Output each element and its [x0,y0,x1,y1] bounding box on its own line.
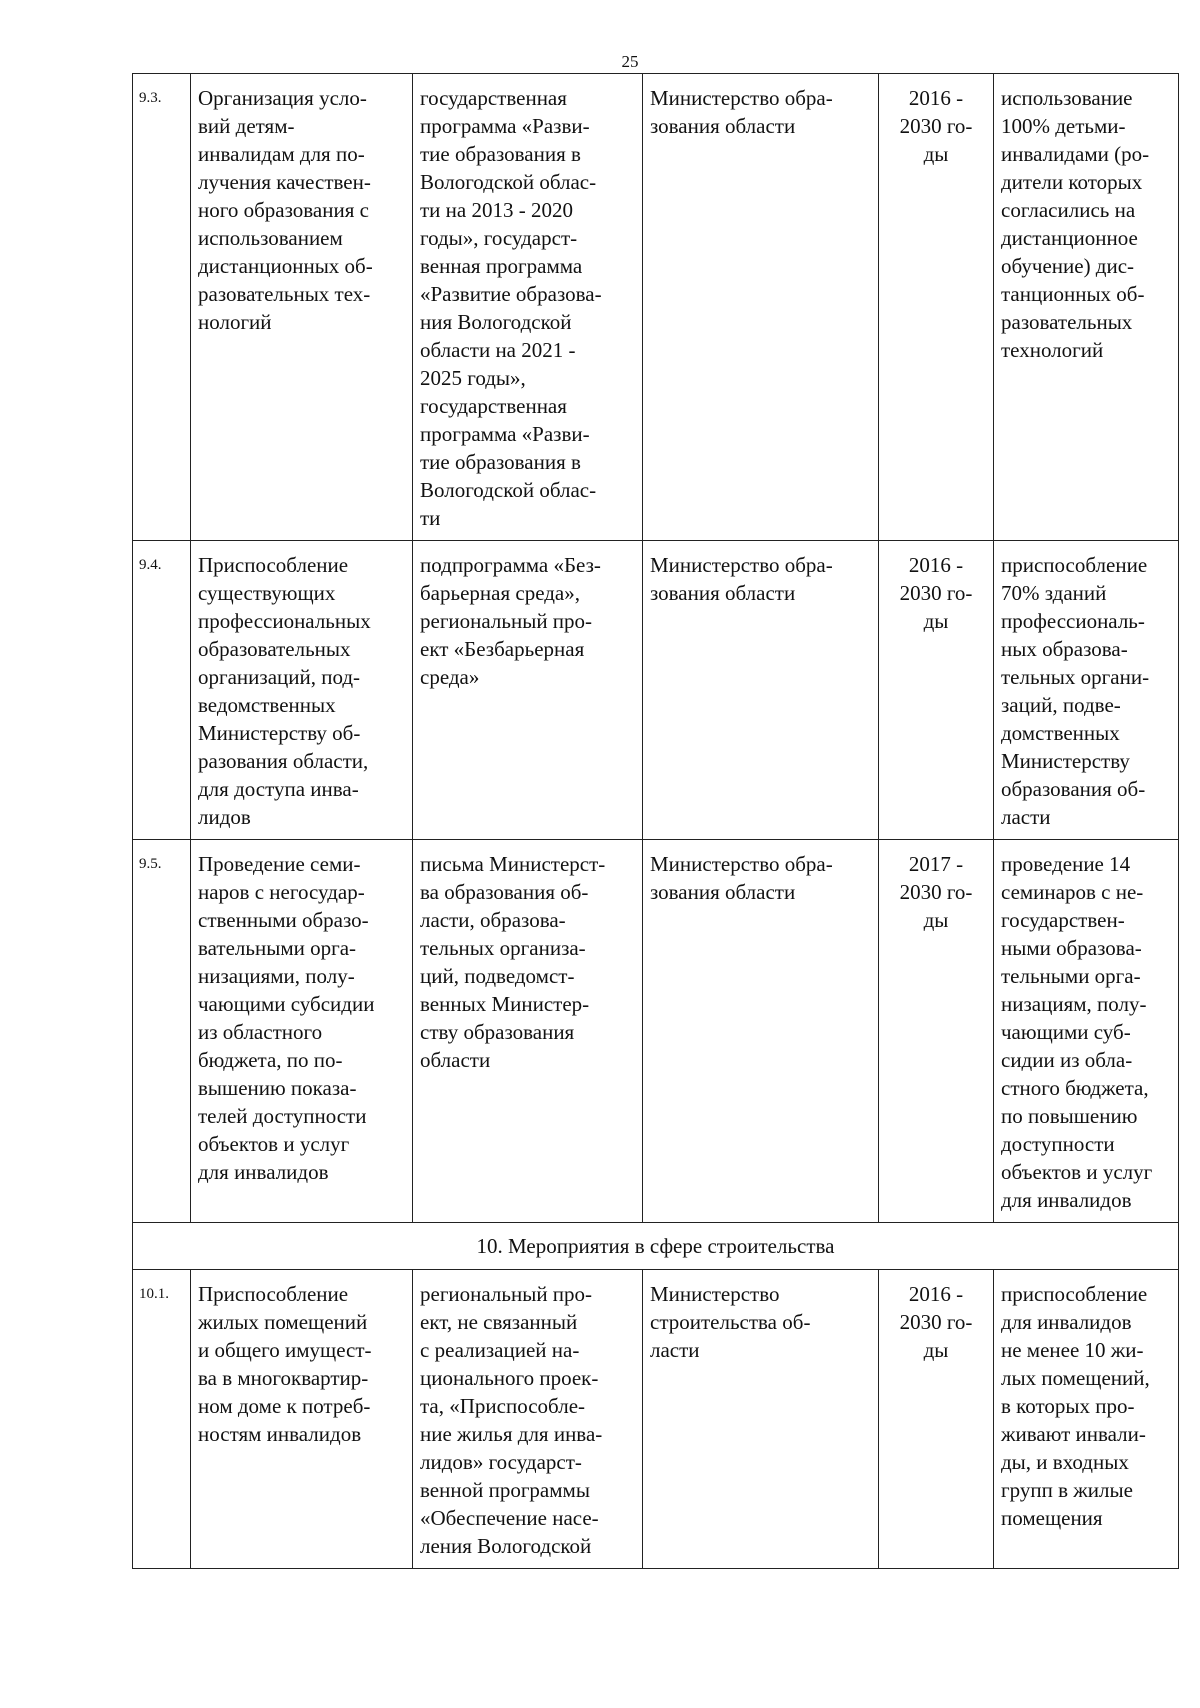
period-cell-line: 2030 го- [899,1310,973,1334]
result-cell-line: приспособление [1001,1282,1148,1306]
period-cell-line: 2016 - [908,86,964,110]
measure-cell [191,840,413,1223]
basis-cell-line: подпрограмма «Без- [420,553,601,577]
result-cell-line: не менее 10 жи- [1001,1338,1144,1362]
basis-cell-line: венная программа [420,254,583,278]
basis-cell-line: ций, подведомст- [420,964,575,988]
result-cell-line: ласти [1001,805,1051,829]
result-cell-line: обучение) дис- [1001,254,1135,278]
period-cell [879,541,994,840]
measure-cell-line: наров с негосудар- [198,880,365,904]
basis-cell-line: барьерная среда», [420,581,580,605]
executor-cell-line: Министерство [650,1282,780,1306]
basis-cell-line: тие образования в [420,142,581,166]
period-cell-line: 2030 го- [899,581,973,605]
basis-cell-line: программа «Разви- [420,422,590,446]
period-cell-line: ды [923,1338,949,1362]
basis-cell-line: региональный про- [420,1282,593,1306]
result-cell [994,74,1179,541]
period-cell-line: ды [923,609,949,633]
measure-cell-line: дистанционных об- [198,254,373,278]
basis-cell-line: 2025 годы», [420,366,526,390]
executor-cell [643,541,879,840]
measure-cell-line: Министерству об- [198,721,361,745]
result-cell-line: танционных об- [1001,282,1145,306]
result-cell [994,541,1179,840]
result-cell-line: согласились на [1001,198,1136,222]
result-cell-line: живают инвали- [1001,1422,1146,1446]
basis-cell [413,1270,643,1569]
measure-cell-line: ведомственных [198,693,336,717]
basis-cell-line: ления Вологодской [420,1534,592,1558]
measure-cell-line: образовательных [198,637,351,661]
measure-cell-line: Приспособление [198,1282,349,1306]
basis-cell-line: Вологодской облас- [420,170,597,194]
result-cell-line: технологий [1001,338,1104,362]
basis-cell-line: лидов» государст- [420,1450,582,1474]
executor-cell-line: зования области [650,581,796,605]
result-cell-line: разовательных [1001,310,1133,334]
result-cell-line: заций, подве- [1001,693,1121,717]
basis-cell-line: области на 2021 - [420,338,576,362]
result-cell-line: групп в жилые [1001,1478,1133,1502]
table-row [133,840,1179,1223]
period-cell-line: 2016 - [908,1282,964,1306]
executor-cell [643,74,879,541]
result-cell-line: образования об- [1001,777,1146,801]
executor-cell-line: ласти [650,1338,700,1362]
table-row [133,1270,1179,1569]
executor-cell-line: Министерство обра- [650,852,833,876]
result-cell-line: для инвалидов [1001,1188,1132,1212]
basis-cell-line: государственная [420,86,567,110]
executor-cell-line: зования области [650,114,796,138]
measure-cell-line: ного образования с [198,198,369,222]
result-cell-line: низациям, полу- [1001,992,1147,1016]
period-cell [879,1270,994,1569]
measure-cell-line: низациями, полу- [198,964,355,988]
result-cell-line: 100% детьми- [1001,114,1126,138]
measure-cell-line: ва в многоквартир- [198,1366,369,1390]
basis-cell-line: ние жилья для инва- [420,1422,603,1446]
basis-cell-line: ционального проек- [420,1366,599,1390]
period-cell [879,74,994,541]
result-cell-line: ных образова- [1001,637,1128,661]
result-cell-line: по повышению [1001,1104,1138,1128]
result-cell-line: домственных [1001,721,1120,745]
executor-cell-line: строительства об- [650,1310,811,1334]
measure-cell-line: телей доступности [198,1104,367,1128]
result-cell-line: дители которых [1001,170,1143,194]
measure-cell [191,74,413,541]
result-cell-line: лых помещений, [1001,1366,1150,1390]
result-cell-line: профессиональ- [1001,609,1145,633]
result-cell-line: ды, и входных [1001,1450,1129,1474]
measure-cell-line: ностям инвалидов [198,1422,362,1446]
table-body [133,74,1179,1569]
table-row [133,541,1179,840]
measure-cell-line: нологий [198,310,272,334]
result-cell-line: государствен- [1001,908,1125,932]
basis-cell-line: программа «Разви- [420,114,590,138]
period-cell-line: 2016 - [908,553,964,577]
basis-cell [413,541,643,840]
measure-cell-line: для доступа инва- [198,777,359,801]
result-cell-line: тельными орга- [1001,964,1141,988]
measure-cell [191,1270,413,1569]
measure-cell-line: вышению показа- [198,1076,357,1100]
measure-cell-line: Организация усло- [198,86,367,110]
measure-cell-line: для инвалидов [198,1160,329,1184]
measure-cell-line: лидов [198,805,251,829]
result-cell-line: проведение 14 [1001,852,1131,876]
basis-cell-line: тельных организа- [420,936,586,960]
result-cell-line: использование [1001,86,1133,110]
result-cell-line: для инвалидов [1001,1310,1132,1334]
result-cell-line: дистанционное [1001,226,1138,250]
result-cell-line: сидии из обла- [1001,1048,1133,1072]
measure-cell-line: чающими субсидии [198,992,375,1016]
measure-cell-line: и общего имущест- [198,1338,372,1362]
basis-cell-line: ния Вологодской [420,310,572,334]
table-row [133,74,1179,541]
measure-cell-line: вий детям- [198,114,295,138]
measure-cell-line: ном доме к потреб- [198,1394,371,1418]
result-cell-line: в которых про- [1001,1394,1135,1418]
measure-cell-line: существующих [198,581,336,605]
row-number: 10.1. [133,1270,191,1569]
measure-cell-line: профессиональных [198,609,371,633]
basis-cell-line: Вологодской облас- [420,478,597,502]
measure-cell-line: Проведение семи- [198,852,361,876]
result-cell [994,840,1179,1223]
result-cell-line: Министерству [1001,749,1130,773]
result-cell-line: тельных органи- [1001,665,1150,689]
measure-cell-line: объектов и услуг [198,1132,350,1156]
result-cell-line: семинаров с не- [1001,880,1144,904]
result-cell-line: стного бюджета, [1001,1076,1149,1100]
basis-cell-line: региональный про- [420,609,593,633]
executor-cell [643,1270,879,1569]
basis-cell-line: ект «Безбарьерная [420,637,585,661]
result-cell-line: помещения [1001,1506,1103,1530]
measure-cell-line: вательными орга- [198,936,357,960]
measure-cell-line: разовательных тех- [198,282,371,306]
executor-cell-line: Министерство обра- [650,553,833,577]
basis-cell-line: венных Министер- [420,992,590,1016]
basis-cell-line: венной программы [420,1478,590,1502]
basis-cell-line: «Развитие образова- [420,282,602,306]
period-cell-line: 2030 го- [899,114,973,138]
result-cell-line: 70% зданий [1001,581,1107,605]
measure-cell-line: Приспособление [198,553,349,577]
row-number: 9.5. [133,840,191,1223]
measure-cell-line: лучения качествен- [198,170,371,194]
measure-cell-line: разования области, [198,749,369,773]
result-cell-line: ными образова- [1001,936,1142,960]
result-cell [994,1270,1179,1569]
period-cell-line: ды [923,908,949,932]
measures-table [132,73,1179,1569]
period-cell-line: 2017 - [908,852,964,876]
measure-cell-line: ственными образо- [198,908,369,932]
result-cell-line: чающими суб- [1001,1020,1131,1044]
measure-cell-line: инвалидам для по- [198,142,365,166]
section-row [133,1223,1179,1270]
result-cell-line: приспособление [1001,553,1148,577]
basis-cell-line: области [420,1048,491,1072]
row-number: 9.4. [133,541,191,840]
basis-cell-line: годы», государст- [420,226,578,250]
basis-cell-line: «Обеспечение насе- [420,1506,599,1530]
basis-cell-line: государственная [420,394,567,418]
result-cell-line: объектов и услуг [1001,1160,1153,1184]
measure-cell-line: из областного [198,1020,323,1044]
row-number: 9.3. [133,74,191,541]
basis-cell-line: ект, не связанный [420,1310,578,1334]
basis-cell-line: ти [420,506,441,530]
period-cell-line: ды [923,142,949,166]
executor-cell [643,840,879,1223]
basis-cell-line: письма Министерст- [420,852,606,876]
period-cell-line: 2030 го- [899,880,973,904]
measure-cell-line: организаций, под- [198,665,361,689]
period-cell [879,840,994,1223]
section-heading: 10. Мероприятия в сфере строительства [133,1223,1179,1270]
measure-cell-line: использованием [198,226,343,250]
measure-cell-line: бюджета, по по- [198,1048,343,1072]
result-cell-line: инвалидами (ро- [1001,142,1150,166]
basis-cell [413,840,643,1223]
measure-cell-line: жилых помещений [198,1310,368,1334]
page-number: 25 [621,52,639,71]
executor-cell-line: Министерство обра- [650,86,833,110]
basis-cell [413,74,643,541]
basis-cell-line: ти на 2013 - 2020 [420,198,573,222]
basis-cell-line: та, «Приспособле- [420,1394,586,1418]
basis-cell-line: с реализацией на- [420,1338,580,1362]
executor-cell-line: зования области [650,880,796,904]
basis-cell-line: ству образования [420,1020,575,1044]
basis-cell-line: ва образования об- [420,880,589,904]
basis-cell-line: среда» [420,665,480,689]
basis-cell-line: тие образования в [420,450,581,474]
measure-cell [191,541,413,840]
basis-cell-line: ласти, образова- [420,908,566,932]
result-cell-line: доступности [1001,1132,1115,1156]
